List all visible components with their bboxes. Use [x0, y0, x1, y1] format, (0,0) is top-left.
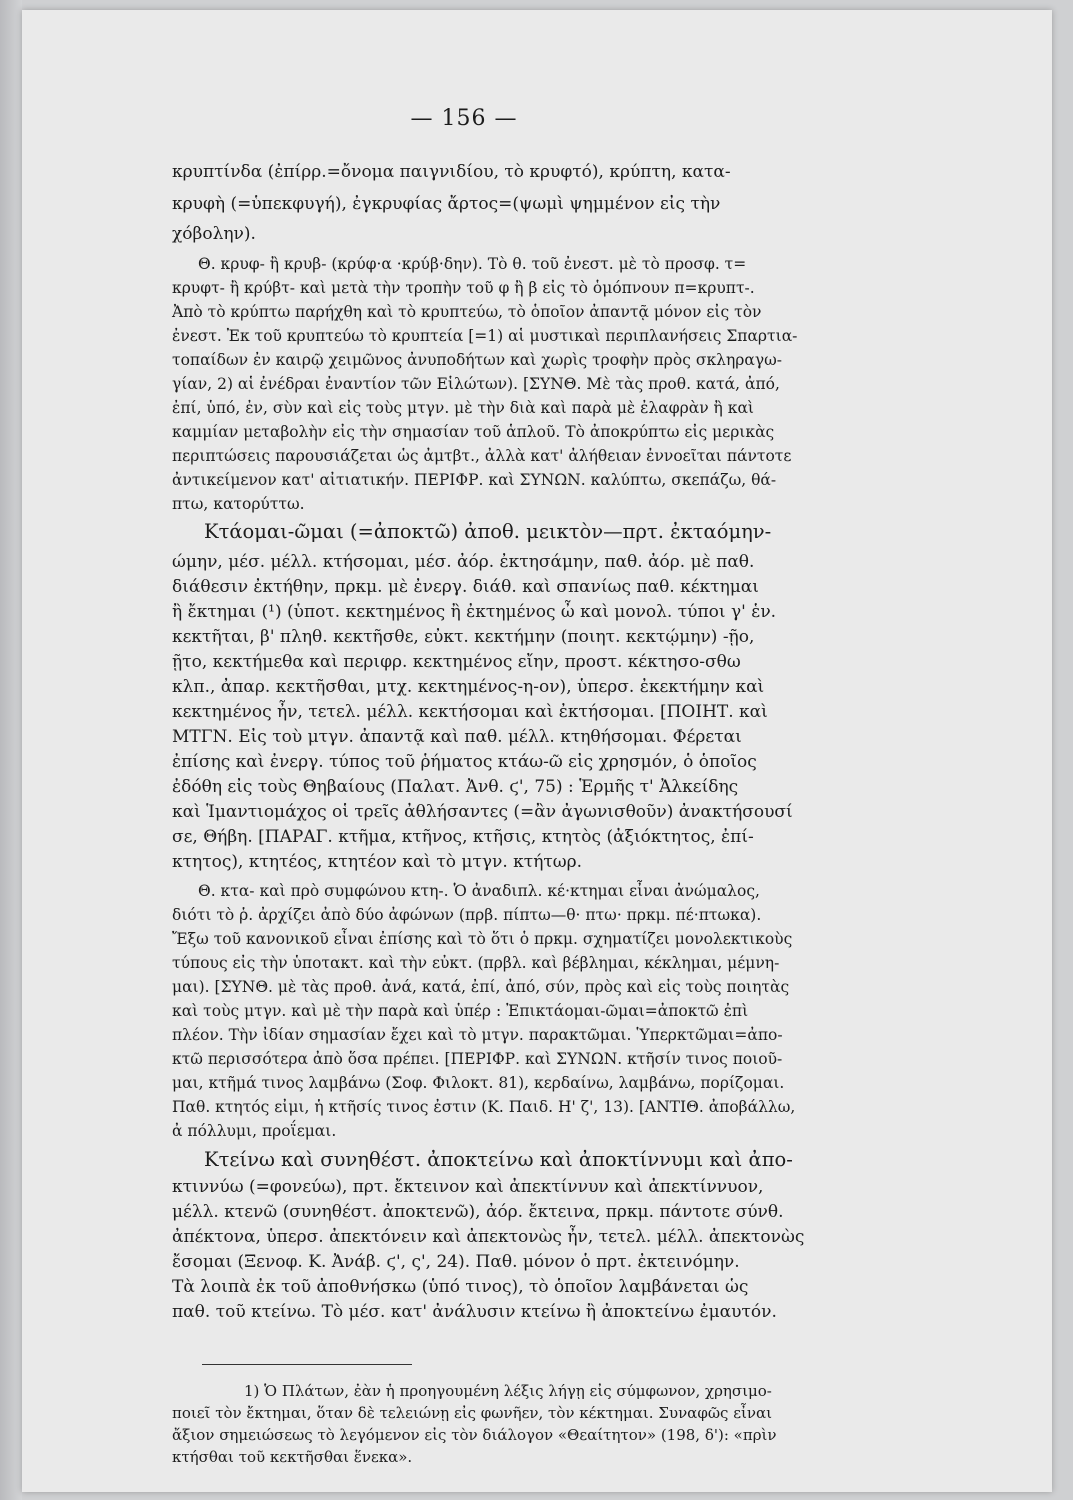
text-line: τοπαίδων ἐν καιρῷ χειμῶνος ἀνυποδήτων καὶ χωρὶς τροφὴν πρὸς σκληραγω-: [172, 351, 782, 369]
text-line: καμμίαν μεταβολὴν εἰς τὴν σημασίαν τοῦ ἁπλοῦ. Τὸ ἀποκρύπτω εἰς μερικὰς: [172, 423, 775, 441]
entry-headword-line: Κτάομαι-ῶμαι (=ἀποκτῶ) ἀποθ. μεικτὸν—πρτ. ἐκταόμην-: [204, 520, 772, 543]
text-line: κλπ., ἀπαρ. κεκτῆσθαι, μτχ. κεκτημένος-η-ον), ὑπερσ. ἐκεκτήμην καὶ: [172, 677, 765, 697]
footnote-line: ἄξιον σημειώσεως τὸ λεγόμενον εἰς τὸν διάλογον «Θεαίτητον» (198, δ'): «πρὶν: [172, 1426, 777, 1444]
text-line: κρυφτ- ἢ κρύβτ- καὶ μετὰ τὴν τροπὴν τοῦ φ ἢ β εἰς τὸ ὁμόπνουν π=κρυπτ-.: [172, 279, 755, 297]
text-line: ἐπί, ὑπό, ἐν, σὺν καὶ εἰς τοὺς μτγν. μὲ τὴν διὰ καὶ παρὰ μὲ ἐλαφρὰν ἢ καὶ: [172, 399, 754, 417]
text-line: Θ. κτα- καὶ πρὸ συμφώνου κτη-. Ὁ ἀναδιπλ. κέ·κτημαι εἶναι ἀνώμαλος,: [198, 882, 760, 900]
text-line: κτητος), κτητέος, κτητέον καὶ τὸ μτγν. κτήτωρ.: [172, 852, 583, 872]
text-line: Παθ. κτητός εἰμι, ἡ κτῆσίς τινος ἐστιν (Κ. Παιδ. Η' ζ', 13). [ΑΝΤΙΘ. ἀποβάλλω,: [172, 1098, 796, 1116]
text-line: σε, Θήβη. [ΠΑΡΑΓ. κτῆμα, κτῆνος, κτῆσις, κτητὸς (ἀξιόκτητος, ἐπί-: [172, 827, 754, 847]
footnote-line: κτήσθαι τοῦ κεκτῆσθαι ἕνεκα».: [172, 1448, 413, 1466]
text-line: παθ. τοῦ κτείνω. Τὸ μέσ. κατ' ἀνάλυσιν κτείνω ἢ ἀποκτείνω ἐμαυτόν.: [172, 1302, 777, 1322]
text-line: ἐπίσης καὶ ἐνεργ. τύπος τοῦ ῥήματος κτάω-ῶ εἰς χρησμόν, ὁ ὁποῖος: [172, 752, 757, 772]
text-line: μαι, κτῆμά τινος λαμβάνω (Σοφ. Φιλοκτ. 81), κερδαίνω, λαμβάνω, πορίζομαι.: [172, 1074, 785, 1092]
text-line: χόβολην).: [172, 224, 256, 244]
text-line: ἐδόθη εἰς τοὺς Θηβαίους (Παλατ. Ἀνθ. ϛ', 75) : Ἑρμῆς τ' Ἀλκείδης: [172, 777, 739, 797]
page-number: — 156 —: [410, 106, 518, 131]
text-line: καὶ τοὺς μτγν. καὶ μὲ τὴν παρὰ καὶ ὑπέρ : Ἐπικτάομαι-ῶμαι=ἀποκτῶ ἐπὶ: [172, 1002, 749, 1020]
text-line: κτῶ περισσότερα ἀπὸ ὅσα πρέπει. [ΠΕΡΙΦΡ. καὶ ΣΥΝΩΝ. κτῆσίν τινος ποιοῦ-: [172, 1050, 783, 1068]
footnote-line: ποιεῖ τὸν ἔκτημαι, ὅταν δὲ τελειώνῃ εἰς φωνῆεν, τὸν κέκτημαι. Συναφῶς εἶναι: [172, 1404, 772, 1422]
text-line: ἔσομαι (Ξενοφ. Κ. Ἀνάβ. ϛ', ς', 24). Παθ. μόνον ὁ πρτ. ἐκτεινόμην.: [172, 1252, 740, 1272]
text-line: πτω, κατορύττω.: [172, 495, 305, 513]
text-line: ἐνεστ. Ἐκ τοῦ κρυπτεύω τὸ κρυπτεία [=1) αἱ μυστικαὶ περιπλανήσεις Σπαρτια-: [172, 327, 798, 345]
text-line: γίαν, 2) αἱ ἐνέδραι ἐναντίον τῶν Εἱλώτων). [ΣΥΝΘ. Μὲ τὰς προθ. κατά, ἀπό,: [172, 375, 780, 393]
text-line: μαι). [ΣΥΝΘ. μὲ τὰς προθ. ἀνά, κατά, ἐπί, ἀπό, σύν, πρὸς καὶ εἰς τοὺς ποιητὰς: [172, 978, 790, 996]
text-line: Θ. κρυφ- ἢ κρυβ- (κρύφ·α ·κρύβ·δην). Τὸ θ. τοῦ ἐνεστ. μὲ τὸ προσφ. τ=: [198, 255, 747, 273]
text-line: ΜΤΓΝ. Εἰς τοὺ μτγν. ἀπαντᾷ καὶ παθ. μέλλ. κτηθήσομαι. Φέρεται: [172, 727, 742, 747]
text-line: διότι τὸ ῥ. ἀρχίζει ἀπὸ δύο ἀφώνων (πρβ. πίπτω—θ· πτω· πρκμ. πέ·πτωκα).: [172, 906, 762, 924]
scan-edge: [0, 0, 22, 1500]
text-line: Τὰ λοιπὰ ἐκ τοῦ ἀποθνήσκω (ὑπό τινος), τὸ ὁποῖον λαμβάνεται ὡς: [172, 1277, 749, 1297]
text-line: Ἀπὸ τὸ κρύπτω παρήχθη καὶ τὸ κρυπτεύω, τὸ ὁποῖον ἀπαντᾷ μόνον εἰς τὸν: [172, 303, 762, 321]
footnote-line: 1) Ὁ Πλάτων, ἐὰν ἡ προηγουμένη λέξις λήγῃ εἰς σύμφωνον, χρησιμο-: [244, 1382, 772, 1400]
text-line: περιπτώσεις παρουσιάζεται ὡς ἀμτβτ., ἀλλὰ κατ' ἀλήθειαν ἐννοεῖται πάντοτε: [172, 447, 792, 465]
book-page: [22, 10, 1052, 1492]
entry-headword-line: Κτείνω καὶ συνηθέστ. ἀποκτείνω καὶ ἀποκτίννυμι καὶ ἀπο-: [204, 1148, 793, 1171]
text-line: πλέον. Τὴν ἰδίαν σημασίαν ἔχει καὶ τὸ μτγν. παρακτῶμαι. Ὑπερκτῶμαι=ἀπο-: [172, 1026, 783, 1044]
text-line: κεκτημένος ἦν, τετελ. μέλλ. κεκτήσομαι καὶ ἐκτήσομαι. [ΠΟΙΗΤ. καὶ: [172, 702, 768, 722]
text-line: ἀπέκτονα, ὑπερσ. ἀπεκτόνειν καὶ ἀπεκτονὼς ἦν, τετελ. μέλλ. ἀπεκτονὼς: [172, 1227, 805, 1247]
text-line: διάθεσιν ἐκτήθην, πρκμ. μὲ ἐνεργ. διάθ. καὶ σπανίως παθ. κέκτημαι: [172, 577, 759, 597]
text-line: κεκτῆται, β' πληθ. κεκτῆσθε, εὐκτ. κεκτήμην (ποιητ. κεκτῴμην) -ῇο,: [172, 627, 755, 647]
footnote-rule: [202, 1364, 412, 1365]
text-line: μέλλ. κτενῶ (συνηθέστ. ἀποκτενῶ), ἀόρ. ἔκτεινα, πρκμ. πάντοτε σύνθ.: [172, 1202, 784, 1222]
text-line: ἀντικείμενον κατ' αἰτιατικήν. ΠΕΡΙΦΡ. καὶ ΣΥΝΩΝ. καλύπτω, σκεπάζω, θά-: [172, 471, 777, 489]
text-line: κρυπτίνδα (ἐπίρρ.=ὄνομα παιγνιδίου, τὸ κρυφτό), κρύπτη, κατα-: [172, 162, 731, 182]
text-line: ἢ ἔκτημαι (¹) (ὑποτ. κεκτημένος ἢ ἐκτημένος ὦ καὶ μονολ. τύποι γ' ἑν.: [172, 602, 777, 622]
text-line: ώμην, μέσ. μέλλ. κτήσομαι, μέσ. ἀόρ. ἐκτησάμην, παθ. ἀόρ. μὲ παθ.: [172, 552, 755, 572]
text-line: κτιννύω (=φονεύω), πρτ. ἔκτεινον καὶ ἀπεκτίννυν καὶ ἀπεκτίννυον,: [172, 1177, 764, 1197]
text-line: καὶ Ἱμαντιομάχος οἱ τρεῖς ἀθλήσαντες (=ἂν ἀγωνισθοῦν) ἀνακτήσουσί: [172, 802, 793, 822]
text-line: κρυφὴ (=ὑπεκφυγή), ἐγκρυφίας ἄρτος=(ψωμὶ ψημμένον εἰς τὴν: [172, 194, 721, 214]
text-line: Ἔξω τοῦ κανονικοῦ εἶναι ἐπίσης καὶ τὸ ὅτι ὁ πρκμ. σχηματίζει μονολεκτικοὺς: [172, 930, 793, 948]
text-line: τύπους εἰς τὴν ὑποτακτ. καὶ τὴν εὐκτ. (πρβλ. καὶ βέβλημαι, κέκλημαι, μέμνη-: [172, 954, 780, 972]
text-line: ἀ πόλλυμι, προΐεμαι.: [172, 1122, 337, 1140]
text-line: ῇτο, κεκτήμεθα καὶ περιφρ. κεκτημένος εἴην, προστ. κέκτησο-σθω: [172, 652, 741, 672]
